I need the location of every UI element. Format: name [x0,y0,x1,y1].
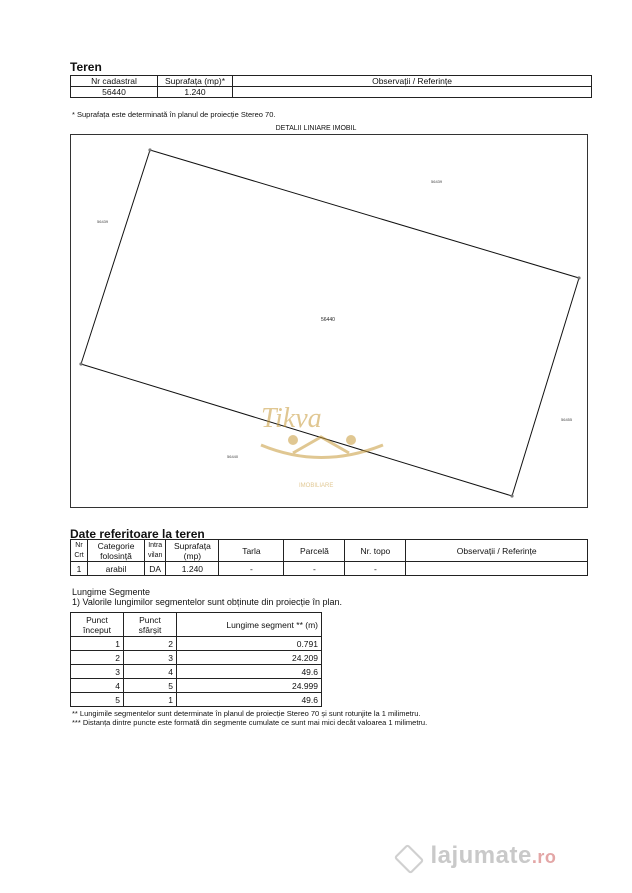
watermark-text: lajumate [430,842,532,869]
table-row [71,679,322,693]
header-nr-cadastral: Nr cadastral [71,76,158,87]
vertex-3 [510,494,513,497]
segments-subtitle: 1) Valorile lungimilor segmentelor sunt obținute din proiecție în plan. [72,597,342,607]
punct-sfarsit-value: 2 [124,637,177,651]
teren-note: * Suprafața este determinată în planul de proiecție Stereo 70. [72,110,276,119]
punct-inceput-value: 1 [71,637,124,651]
observatii-teren-value [406,562,588,576]
vertex-4 [79,362,82,365]
date-header-row [71,540,588,562]
header-observatii-teren: Observații / Referințe [406,540,588,562]
header-tarla: Tarla [219,540,284,562]
punct-sfarsit-value: 3 [124,651,177,665]
table-row [71,651,322,665]
plan-title: DETALII LINIARE IMOBIL [275,125,357,132]
header-nr-topo: Nr. topo [345,540,406,562]
parcel-drawing [71,135,587,507]
watermark-logo-icon [394,843,425,874]
stamp-text: Tikva [261,403,322,434]
watermark-suffix: .ro [531,847,557,867]
header-categorie: Categorie folosință [88,540,145,562]
nr-cadastral-value: 56440 [71,87,158,98]
header-suprafata: Suprafața (mp)* [158,76,233,87]
neighbor-bottom-label: 56440 [227,454,239,459]
table-row [71,693,322,707]
neighbor-top-label: 56439 [431,179,443,184]
plan-frame [70,134,588,508]
header-intravilan: Intra vilan [145,540,166,562]
nr-crt-value: 1 [71,562,88,576]
tarla-value: - [219,562,284,576]
date-table [70,539,588,576]
teren-title: Teren [70,60,102,74]
suprafata-teren-value: 1.240 [166,562,219,576]
neighbor-right-label: 56455 [561,417,573,422]
lungime-value: 49.6 [177,693,322,707]
date-title: Date referitoare la teren [70,527,205,541]
header-nr-crt: Nr Crt [71,540,88,562]
header-parcela: Parcelă [284,540,345,562]
punct-inceput-value: 2 [71,651,124,665]
neighbor-left-label: 56439 [97,219,109,224]
segments-title: Lungime Segmente [72,587,151,597]
lungime-value: 24.209 [177,651,322,665]
parcel-label: 56440 [321,317,335,323]
nr-topo-value: - [345,562,406,576]
segments-header-row [71,613,322,637]
lungime-value: 0.791 [177,637,322,651]
header-punct-inceput: Punct început [71,613,124,637]
observatii-value [233,87,592,98]
punct-sfarsit-value: 5 [124,679,177,693]
teren-table [70,75,592,98]
table-row [71,637,322,651]
header-suprafata-teren: Suprafața (mp) [166,540,219,562]
tikva-stamp-logo [261,403,383,489]
segments-note-2: *** Distanța dintre puncte este formată din segmente cumulate ce sunt mai mici decât valoarea 1 milimetru. [72,718,428,727]
parcela-value: - [284,562,345,576]
stamp-subtext: IMOBILIARE [299,483,334,489]
punct-sfarsit-value: 4 [124,665,177,679]
punct-inceput-value: 5 [71,693,124,707]
punct-inceput-value: 4 [71,679,124,693]
lajumate-watermark [392,842,556,873]
teren-header-row [71,76,592,87]
date-row [71,562,588,576]
lungime-value: 24.999 [177,679,322,693]
vertex-2 [577,276,580,279]
teren-row [71,87,592,98]
lungime-value: 49.6 [177,665,322,679]
categorie-value: arabil [88,562,145,576]
table-row [71,665,322,679]
header-observatii: Observații / Referințe [233,76,592,87]
suprafata-value: 1.240 [158,87,233,98]
punct-sfarsit-value: 1 [124,693,177,707]
header-lungime: Lungime segment ** (m) [177,613,322,637]
segments-note-1: ** Lungimile segmentelor sunt determinate în planul de proiecție Stereo 70 și sunt rotunjite la 1 milimetru. [72,709,421,718]
parcel-polygon [81,150,579,496]
intravilan-value: DA [145,562,166,576]
vertex-1 [148,148,151,151]
header-punct-sfarsit: Punct sfârșit [124,613,177,637]
punct-inceput-value: 3 [71,665,124,679]
segments-body [71,637,322,707]
segments-table [70,612,322,707]
